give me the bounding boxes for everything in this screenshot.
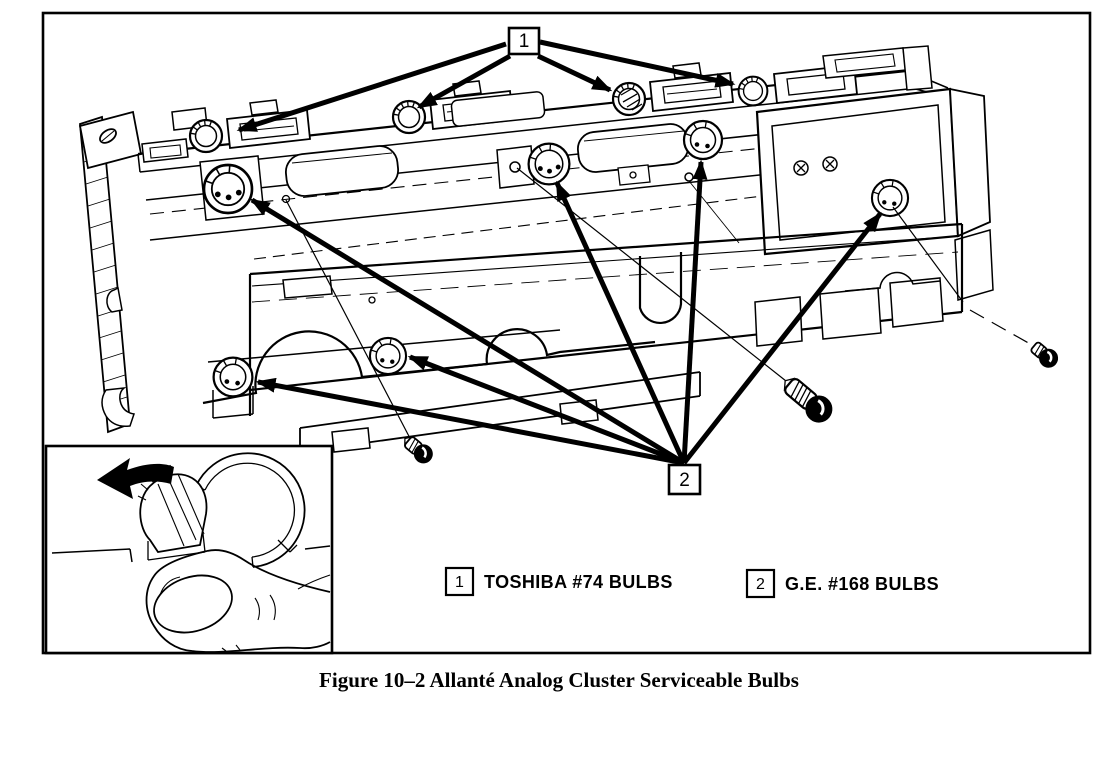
legend-label-1: TOSHIBA #74 BULBS	[484, 572, 673, 592]
bulb-socket-mid-left	[204, 165, 252, 213]
bulb-socket-mid-center	[529, 144, 570, 185]
bulb-socket-panel	[872, 180, 908, 216]
legend-key-2: 2	[756, 576, 765, 593]
bulb-socket-bottom-2	[370, 338, 406, 374]
legend-label-2: G.E. #168 BULBS	[785, 574, 940, 594]
callout-1-number: 1	[518, 31, 530, 52]
inset-detail	[46, 446, 332, 653]
bulb-socket-top-1	[190, 120, 222, 152]
bulb-socket-mid-right	[684, 121, 722, 159]
bulb-socket-top-4	[739, 77, 768, 106]
figure-caption: Figure 10–2 Allanté Analog Cluster Serviceable Bulbs	[319, 668, 799, 692]
bulb-socket-bottom-1	[214, 358, 253, 397]
legend-key-1: 1	[455, 574, 464, 591]
callout-2-number: 2	[679, 470, 690, 491]
